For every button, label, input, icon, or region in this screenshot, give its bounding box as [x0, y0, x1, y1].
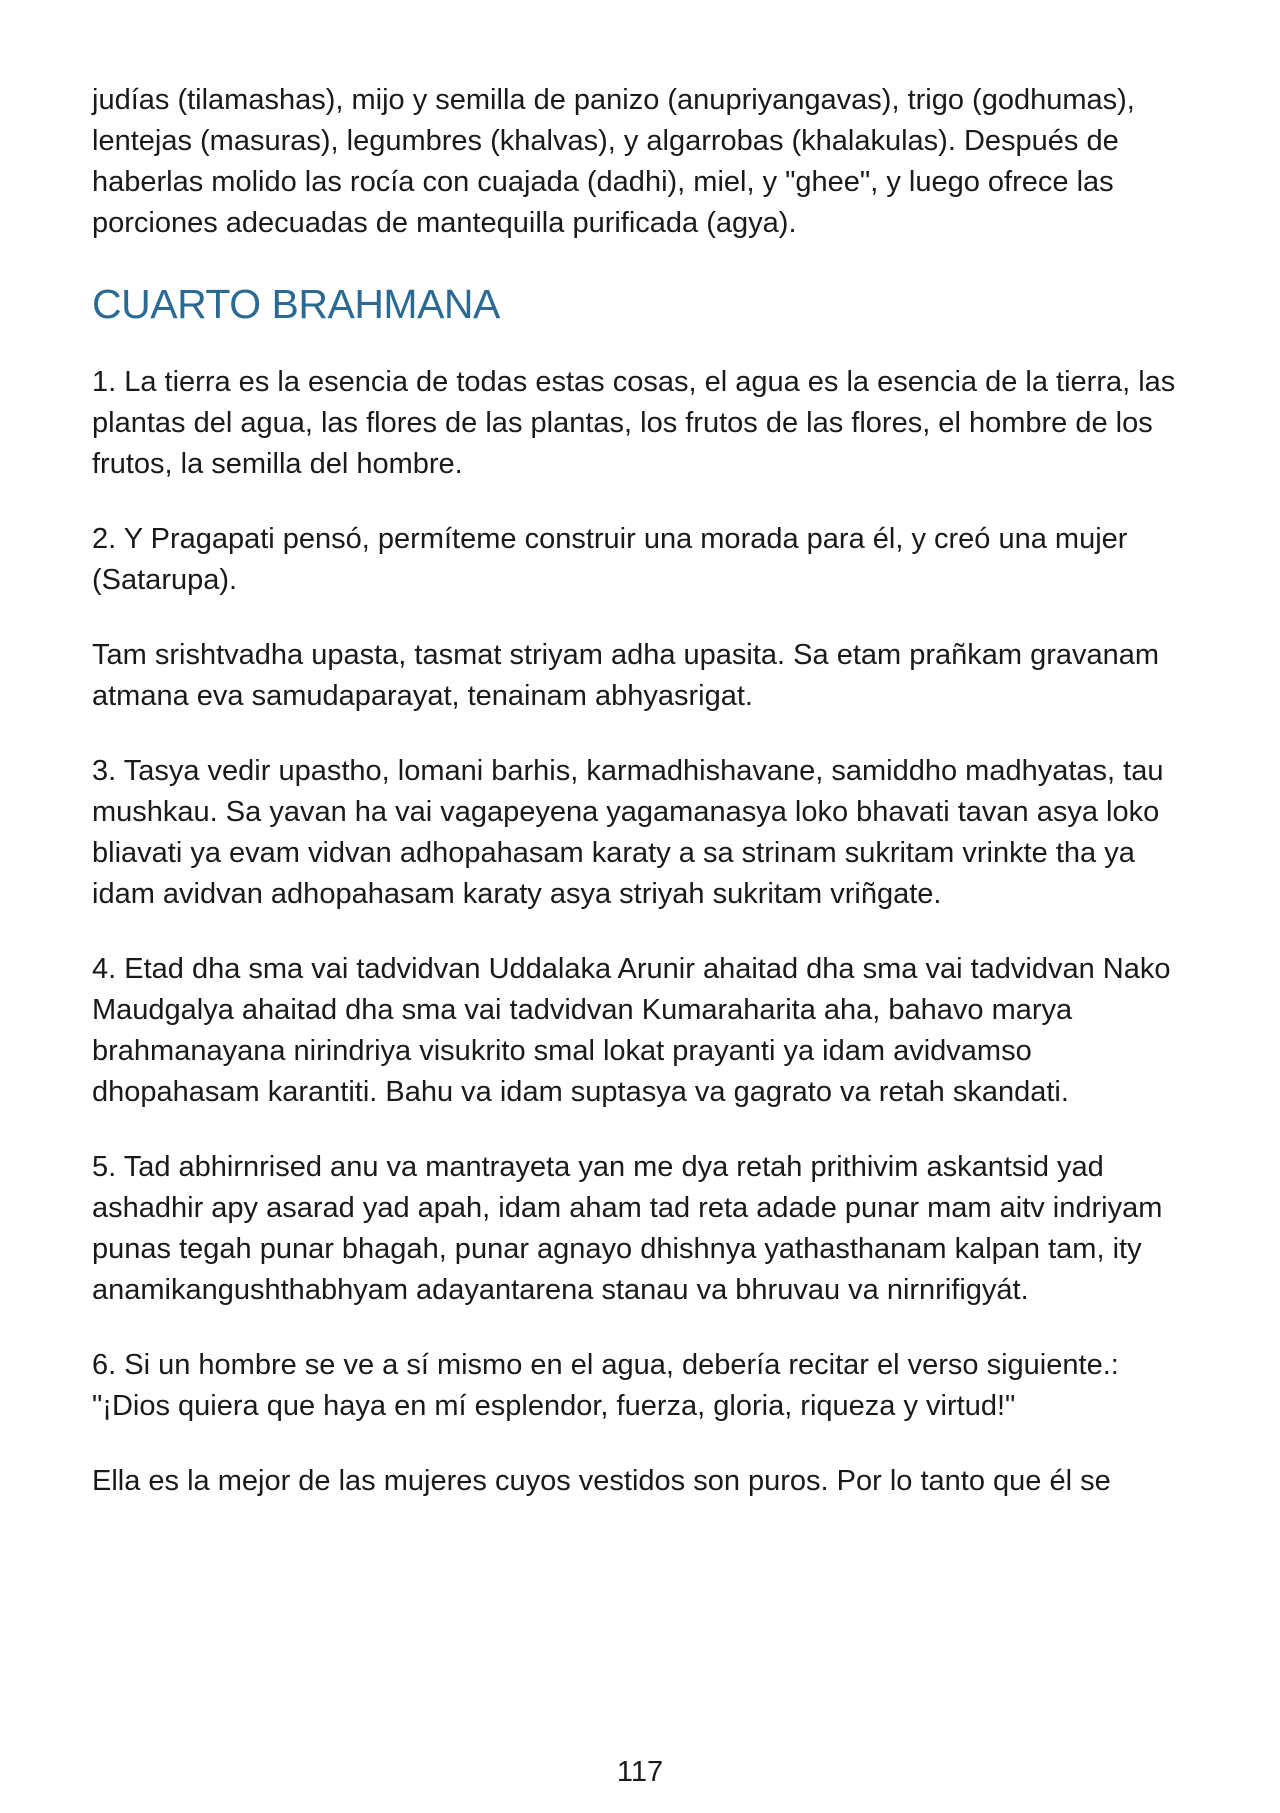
paragraph-verse-4: 4. Etad dha sma vai tadvidvan Uddalaka Arunir ahaitad dha sma vai tadvidvan Nako Maudgalya ahaitad dha sma vai tadvidvan Kumaraharita aha, bahavo marya brahmanayana nirindriya visukrito smal lokat prayanti ya idam avidvamso dhopahasam karantiti. Bahu va idam suptasya va gagrato va retah skandati.: [92, 953, 1171, 1108]
paragraph-verse-5: 5. Tad abhirnrised anu va mantrayeta yan me dya retah prithivim askantsid yad ashadhir apy asarad yad apah, idam aham tad reta adade punar mam aitv indriyam punas tegah punar bhagah, punar agnayo dhishnya yathasthanam kalpan tam, ity anamikangushthabhyam adayantarena stanau va bhruvau va nirnrifigyát.: [92, 1151, 1163, 1306]
paragraph-verse-6: 6. Si un hombre se ve a sí mismo en el agua, debería recitar el verso siguiente.: "¡Dios quiera que haya en mí esplendor, fuerza, gloria, riqueza y virtud!": [92, 1349, 1119, 1422]
section-heading: CUARTO BRAHMANA: [92, 281, 500, 327]
paragraph-verse-1: 1. La tierra es la esencia de todas estas cosas, el agua es la esencia de la tierra, las plantas del agua, las flores de las plantas, los frutos de las flores, el hombre de los frutos, la semilla del hombre.: [92, 366, 1176, 480]
intro-paragraph: judías (tilamashas), mijo y semilla de panizo (anupriyangavas), trigo (godhumas), lentejas (masuras), legumbres (khalvas), y algarrobas (khalakulas). Después de haberlas molido las rocía con cuajada (dadhi), miel, y "ghee", y luego ofrece las porciones adecuadas de mantequilla purificada (agya).: [92, 84, 1135, 239]
paragraph-continuation: Ella es la mejor de las mujeres cuyos vestidos son puros. Por lo tanto que él se: [92, 1465, 1111, 1497]
page-content: [92, 80, 1197, 1536]
paragraph-sanskrit-2: Tam srishtvadha upasta, tasmat striyam adha upasita. Sa etam prañkam gravanam atmana eva samudaparayat, tenainam abhyasrigat.: [92, 639, 1160, 712]
paragraph-verse-3: 3. Tasya vedir upastho, lomani barhis, karmadhishavane, samiddho madhyatas, tau mushkau. Sa yavan ha vai vagapeyena yagamanasya loko bhavati tavan asya loko bliavati ya evam vidvan adhopahasam karaty a sa strinam sukritam vrinkte tha ya idam avidvan adhopahasam karaty asya striyah sukritam vriñgate.: [92, 755, 1164, 910]
paragraph-verse-2: 2. Y Pragapati pensó, permíteme construir una morada para él, y creó una mujer (Satarupa).: [92, 523, 1128, 596]
page-number: 117: [616, 1756, 664, 1788]
